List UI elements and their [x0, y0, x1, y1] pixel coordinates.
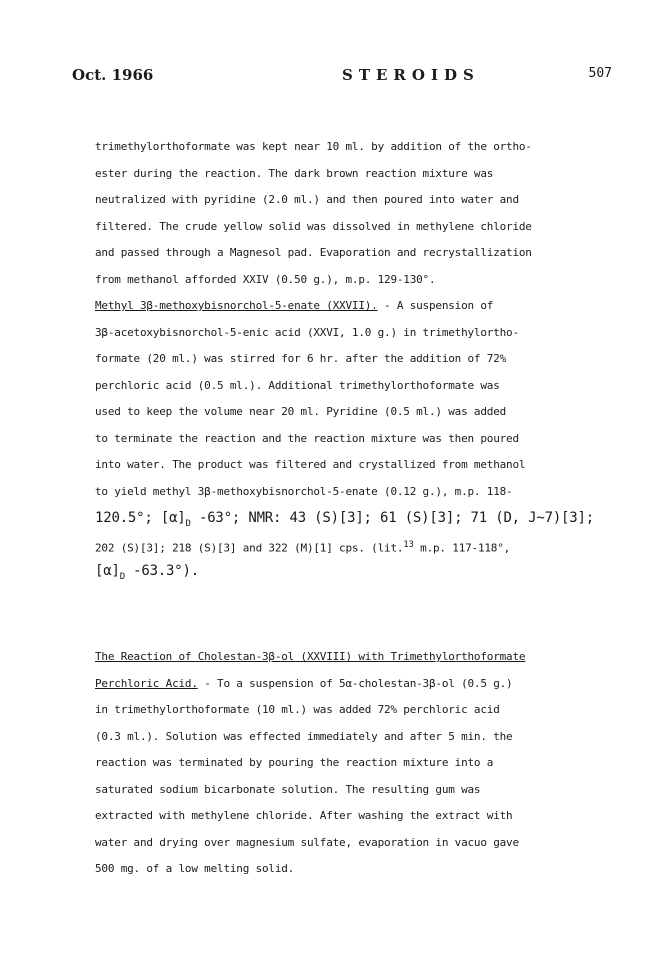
text-span: 202 (S)[3]; 218 (S)[3] and 322 (M)[1] cps. (lit.	[95, 541, 404, 555]
text-line-nmr	[95, 505, 635, 532]
header-journal-title: STEROIDS	[342, 66, 480, 84]
text-span: 120.5°;	[95, 510, 161, 526]
text-span: - To a suspension of 5α-cholestan-3β-ol (0.5 g.)	[197, 676, 513, 690]
section-heading-methyl-ester: Methyl 3β-methoxybisnorchol-5-enate (XXVII).	[95, 299, 378, 312]
text-line: (0.3 ml.). Solution was effected immediately and after 5 min. the	[95, 729, 513, 743]
header-page-number: 507	[588, 66, 612, 81]
specific-rotation: [α]	[160, 510, 186, 526]
text-span: -63°; NMR: 43 (S)[3]; 61 (S)[3]; 71 (D, J~7)[3];	[190, 510, 594, 526]
text-span: -63.3°).	[124, 563, 199, 579]
text-line-nmr-2	[95, 532, 635, 559]
text-line: and passed through a Magnesol pad. Evaporation and recrystallization	[95, 246, 532, 259]
section-heading-text: Perchloric Acid.	[95, 676, 198, 690]
reference-superscript: 13	[403, 539, 414, 550]
section-heading-text: The Reaction of Cholestan-3β-ol (XXVIII) with Trimethylorthoformate	[95, 650, 526, 663]
text-line: ester during the reaction. The dark brown reaction mixture was	[95, 166, 494, 180]
text-span: m.p. 117-118°,	[413, 541, 511, 555]
text-line-rotation	[95, 558, 635, 585]
body-block-1	[95, 134, 635, 585]
text-line	[95, 293, 635, 320]
text-line: to terminate the reaction and the reaction mixture was then poured	[95, 431, 519, 445]
text-line	[95, 671, 635, 698]
text-line: trimethylorthoformate was kept near 10 ml. by addition of the ortho-	[95, 140, 532, 153]
text-line: neutralized with pyridine (2.0 ml.) and then poured into water and	[95, 193, 519, 206]
text-line: in trimethylorthoformate (10 ml.) was added 72% perchloric acid	[95, 703, 500, 716]
text-line: extracted with methylene chloride. After washing the extract with	[95, 809, 513, 822]
text-line: filtered. The crude yellow solid was dissolved in methylene chloride	[95, 219, 532, 233]
text-line: 500 mg. of a low melting solid.	[95, 862, 295, 875]
text-line: into water. The product was filtered and crystallized from methanol	[95, 458, 526, 471]
text-line: to yield methyl 3β-methoxybisnorchol-5-enate (0.12 g.), m.p. 118-	[95, 484, 513, 498]
text-line: used to keep the volume near 20 ml. Pyridine (0.5 ml.) was added	[95, 405, 507, 418]
text-line: formate (20 ml.) was stirred for 6 hr. after the addition of 72%	[95, 352, 507, 365]
specific-rotation: [α]	[95, 563, 120, 579]
text-line: 3β-acetoxybisnorchol-5-enic acid (XXVI, 1.0 g.) in trimethylortho-	[95, 325, 519, 339]
subscript-d: D	[185, 518, 191, 529]
text-line: perchloric acid (0.5 ml.). Additional trimethylorthoformate was	[95, 378, 500, 392]
text-line: saturated sodium bicarbonate solution. The resulting gum was	[95, 782, 481, 796]
subscript-d: D	[119, 571, 125, 582]
text-line: water and drying over magnesium sulfate, evaporation in vacuo gave	[95, 835, 519, 849]
text-span: - A suspension of	[377, 299, 494, 312]
body-block-2	[95, 644, 635, 883]
page-header	[72, 66, 612, 88]
text-line: reaction was terminated by pouring the reaction mixture into a	[95, 756, 494, 769]
section-heading-cholestanol	[95, 644, 635, 671]
text-line: from methanol afforded XXIV (0.50 g.), m.p. 129-130°.	[95, 272, 436, 286]
header-date: Oct. 1966	[72, 66, 154, 84]
